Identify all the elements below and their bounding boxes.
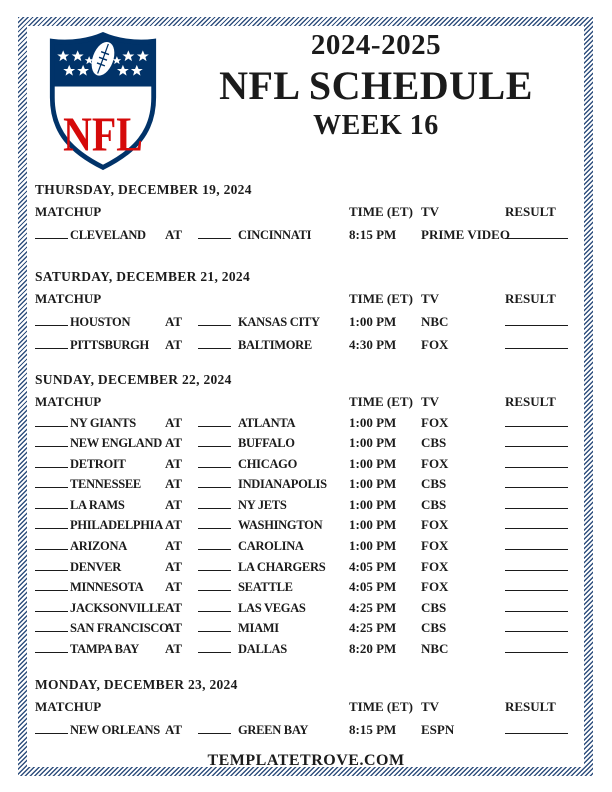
tv-network: ESPN	[421, 721, 455, 737]
result-write-in	[503, 495, 578, 516]
home-team: GREEN BAY	[238, 722, 309, 737]
tv-network: FOX	[421, 538, 449, 554]
game-time: 1:00 PM	[349, 538, 397, 554]
tv-network: CBS	[421, 620, 447, 636]
day-section	[35, 178, 578, 247]
at-label: AT	[165, 538, 183, 554]
games-list	[35, 223, 578, 247]
at-label: AT	[165, 337, 183, 352]
game-row	[35, 718, 578, 742]
tv-network: NBC	[421, 313, 449, 329]
col-result-label: RESULT	[505, 290, 556, 306]
col-matchup-label: MATCHUP	[35, 393, 102, 409]
home-team: ATLANTA	[238, 415, 296, 430]
away-team: TENNESSEE	[70, 477, 141, 492]
away-write-in-blank	[35, 577, 68, 598]
col-time-label: TIME (ET)	[349, 204, 413, 219]
at-label: AT	[165, 313, 183, 329]
tv-network: CBS	[421, 496, 447, 512]
col-matchup-label: MATCHUP	[35, 290, 102, 306]
away-write-in-blank	[35, 557, 68, 578]
away-write-in-blank	[35, 310, 68, 334]
col-tv-label: TV	[421, 393, 440, 409]
col-time-label: TIME (ET)	[349, 290, 413, 306]
week-title: WEEK 16	[313, 110, 439, 141]
home-team: SEATTLE	[238, 580, 293, 595]
tv-network: FOX	[421, 558, 449, 574]
at-label: AT	[165, 721, 183, 737]
game-row	[35, 495, 578, 516]
game-row	[35, 474, 578, 495]
game-row	[35, 433, 578, 454]
col-tv-label: TV	[421, 698, 440, 714]
tv-network: NBC	[421, 641, 449, 657]
away-write-in-blank	[35, 536, 68, 557]
result-write-in	[503, 474, 578, 495]
away-write-in-blank	[35, 413, 68, 434]
at-label: AT	[165, 435, 183, 451]
away-team: PITTSBURGH	[70, 338, 149, 352]
home-team: DALLAS	[238, 642, 287, 657]
home-write-in-blank	[198, 639, 233, 660]
home-write-in-blank	[198, 718, 233, 742]
game-time: 4:25 PM	[349, 620, 397, 636]
home-write-in-blank	[198, 223, 233, 247]
game-time: 4:25 PM	[349, 599, 397, 615]
home-write-in-blank	[198, 557, 233, 578]
away-team: PHILADELPHIA	[70, 518, 163, 533]
games-list	[35, 310, 578, 357]
away-team: CLEVELAND	[70, 228, 146, 242]
at-label: AT	[165, 496, 183, 512]
col-time-label: TIME (ET)	[349, 698, 413, 714]
result-write-in	[503, 454, 578, 475]
at-label: AT	[165, 599, 183, 615]
result-write-in	[503, 598, 578, 619]
game-row	[35, 310, 578, 334]
games-list	[35, 718, 578, 742]
tv-network: FOX	[421, 455, 449, 471]
game-time: 1:00 PM	[349, 496, 397, 512]
away-write-in-blank	[35, 639, 68, 660]
game-row	[35, 598, 578, 619]
result-write-in	[503, 223, 578, 247]
game-time: 8:20 PM	[349, 641, 397, 657]
season-title: 2024-2025	[310, 29, 442, 61]
game-row	[35, 536, 578, 557]
tv-network: FOX	[421, 579, 449, 595]
result-write-in	[503, 639, 578, 660]
day-section	[35, 368, 578, 660]
tv-network: PRIME VIDEO	[421, 227, 510, 242]
tv-network: FOX	[421, 337, 449, 352]
away-team: DETROIT	[70, 456, 126, 471]
away-team: SAN FRANCISCO	[70, 621, 169, 636]
home-team: LAS VEGAS	[238, 600, 306, 615]
game-time: 1:00 PM	[349, 313, 397, 329]
game-time: 8:15 PM	[349, 227, 397, 242]
col-time-label: TIME (ET)	[349, 393, 413, 409]
nfl-shield-icon	[42, 31, 164, 171]
title-block	[167, 28, 585, 143]
away-write-in-blank	[35, 515, 68, 536]
away-team: ARIZONA	[70, 539, 127, 554]
tv-network: FOX	[421, 414, 449, 430]
col-result-label: RESULT	[505, 698, 556, 714]
game-row	[35, 454, 578, 475]
away-write-in-blank	[35, 454, 68, 475]
day-heading: SUNDAY, DECEMBER 22, 2024	[35, 371, 232, 387]
away-write-in-blank	[35, 474, 68, 495]
away-team: NEW ORLEANS	[70, 722, 160, 737]
away-team: MINNESOTA	[70, 580, 144, 595]
tv-network: FOX	[421, 517, 449, 533]
game-row	[35, 333, 578, 357]
game-time: 4:05 PM	[349, 558, 397, 574]
away-team: NEW ENGLAND	[70, 436, 162, 451]
home-team: CAROLINA	[238, 539, 304, 554]
home-write-in-blank	[198, 598, 233, 619]
page-footer	[27, 752, 585, 770]
away-team: JACKSONVILLE	[70, 600, 166, 615]
game-row	[35, 557, 578, 578]
site-credit: TEMPLATETROVE.COM	[207, 752, 405, 769]
day-heading: THURSDAY, DECEMBER 19, 2024	[35, 182, 252, 197]
home-write-in-blank	[198, 454, 233, 475]
home-write-in-blank	[198, 536, 233, 557]
away-team: TAMPA BAY	[70, 642, 139, 657]
tv-network: CBS	[421, 476, 447, 492]
away-write-in-blank	[35, 495, 68, 516]
nfl-logo	[42, 31, 164, 171]
home-write-in-blank	[198, 413, 233, 434]
day-heading: SATURDAY, DECEMBER 21, 2024	[35, 268, 251, 284]
game-row	[35, 618, 578, 639]
result-write-in	[503, 333, 578, 357]
game-row	[35, 577, 578, 598]
at-label: AT	[165, 455, 183, 471]
tv-network: CBS	[421, 599, 447, 615]
col-result-label: RESULT	[505, 393, 556, 409]
home-write-in-blank	[198, 577, 233, 598]
away-write-in-blank	[35, 598, 68, 619]
game-time: 1:00 PM	[349, 517, 397, 533]
away-write-in-blank	[35, 223, 68, 247]
game-time: 1:00 PM	[349, 476, 397, 492]
page-content	[27, 26, 585, 769]
away-write-in-blank	[35, 433, 68, 454]
at-label: AT	[165, 414, 183, 430]
home-team: NY JETS	[238, 497, 287, 512]
home-write-in-blank	[198, 474, 233, 495]
game-row	[35, 223, 578, 247]
game-time: 1:00 PM	[349, 455, 397, 471]
result-write-in	[503, 557, 578, 578]
col-result-label: RESULT	[505, 204, 556, 219]
tv-network: CBS	[421, 435, 447, 451]
day-section	[35, 673, 578, 742]
col-matchup-label: MATCHUP	[35, 204, 102, 219]
away-team: LA RAMS	[70, 497, 125, 512]
game-time: 4:30 PM	[349, 337, 397, 352]
game-row	[35, 639, 578, 660]
away-team: HOUSTON	[70, 314, 131, 329]
at-label: AT	[165, 227, 183, 242]
game-time: 1:00 PM	[349, 435, 397, 451]
away-write-in-blank	[35, 618, 68, 639]
at-label: AT	[165, 579, 183, 595]
home-team: WASHINGTON	[238, 518, 323, 533]
result-write-in	[503, 433, 578, 454]
home-write-in-blank	[198, 333, 233, 357]
schedule-sections	[35, 178, 578, 741]
at-label: AT	[165, 558, 183, 574]
result-write-in	[503, 618, 578, 639]
home-team: LA CHARGERS	[238, 559, 326, 574]
home-write-in-blank	[198, 495, 233, 516]
home-team: CHICAGO	[238, 456, 298, 471]
nfl-logo-text: NFL	[63, 108, 143, 162]
home-write-in-blank	[198, 515, 233, 536]
game-time: 8:15 PM	[349, 721, 397, 737]
away-team: NY GIANTS	[70, 415, 136, 430]
column-header-row	[35, 201, 578, 223]
game-row	[35, 515, 578, 536]
column-header-row	[35, 391, 578, 413]
at-label: AT	[165, 641, 183, 657]
games-list	[35, 413, 578, 660]
result-write-in	[503, 536, 578, 557]
col-matchup-label: MATCHUP	[35, 698, 102, 714]
home-team: KANSAS CITY	[238, 314, 320, 329]
day-heading: MONDAY, DECEMBER 23, 2024	[35, 676, 238, 692]
away-write-in-blank	[35, 333, 68, 357]
home-write-in-blank	[198, 433, 233, 454]
page-header	[27, 26, 585, 174]
home-team: CINCINNATI	[238, 228, 312, 242]
game-row	[35, 413, 578, 434]
game-time: 1:00 PM	[349, 414, 397, 430]
day-section	[35, 265, 578, 357]
home-write-in-blank	[198, 310, 233, 334]
at-label: AT	[165, 476, 183, 492]
home-team: MIAMI	[238, 621, 279, 636]
result-write-in	[503, 718, 578, 742]
home-team: BALTIMORE	[238, 338, 312, 352]
game-time: 4:05 PM	[349, 579, 397, 595]
away-write-in-blank	[35, 718, 68, 742]
col-tv-label: TV	[421, 204, 440, 219]
at-label: AT	[165, 620, 183, 636]
home-team: BUFFALO	[238, 436, 295, 451]
result-write-in	[503, 515, 578, 536]
col-tv-label: TV	[421, 290, 440, 306]
result-write-in	[503, 577, 578, 598]
home-write-in-blank	[198, 618, 233, 639]
home-team: INDIANAPOLIS	[238, 477, 327, 492]
at-label: AT	[165, 517, 183, 533]
away-team: DENVER	[70, 559, 121, 574]
result-write-in	[503, 310, 578, 334]
page-title: NFL SCHEDULE	[219, 63, 533, 108]
column-header-row	[35, 288, 578, 310]
column-header-row	[35, 696, 578, 718]
result-write-in	[503, 413, 578, 434]
